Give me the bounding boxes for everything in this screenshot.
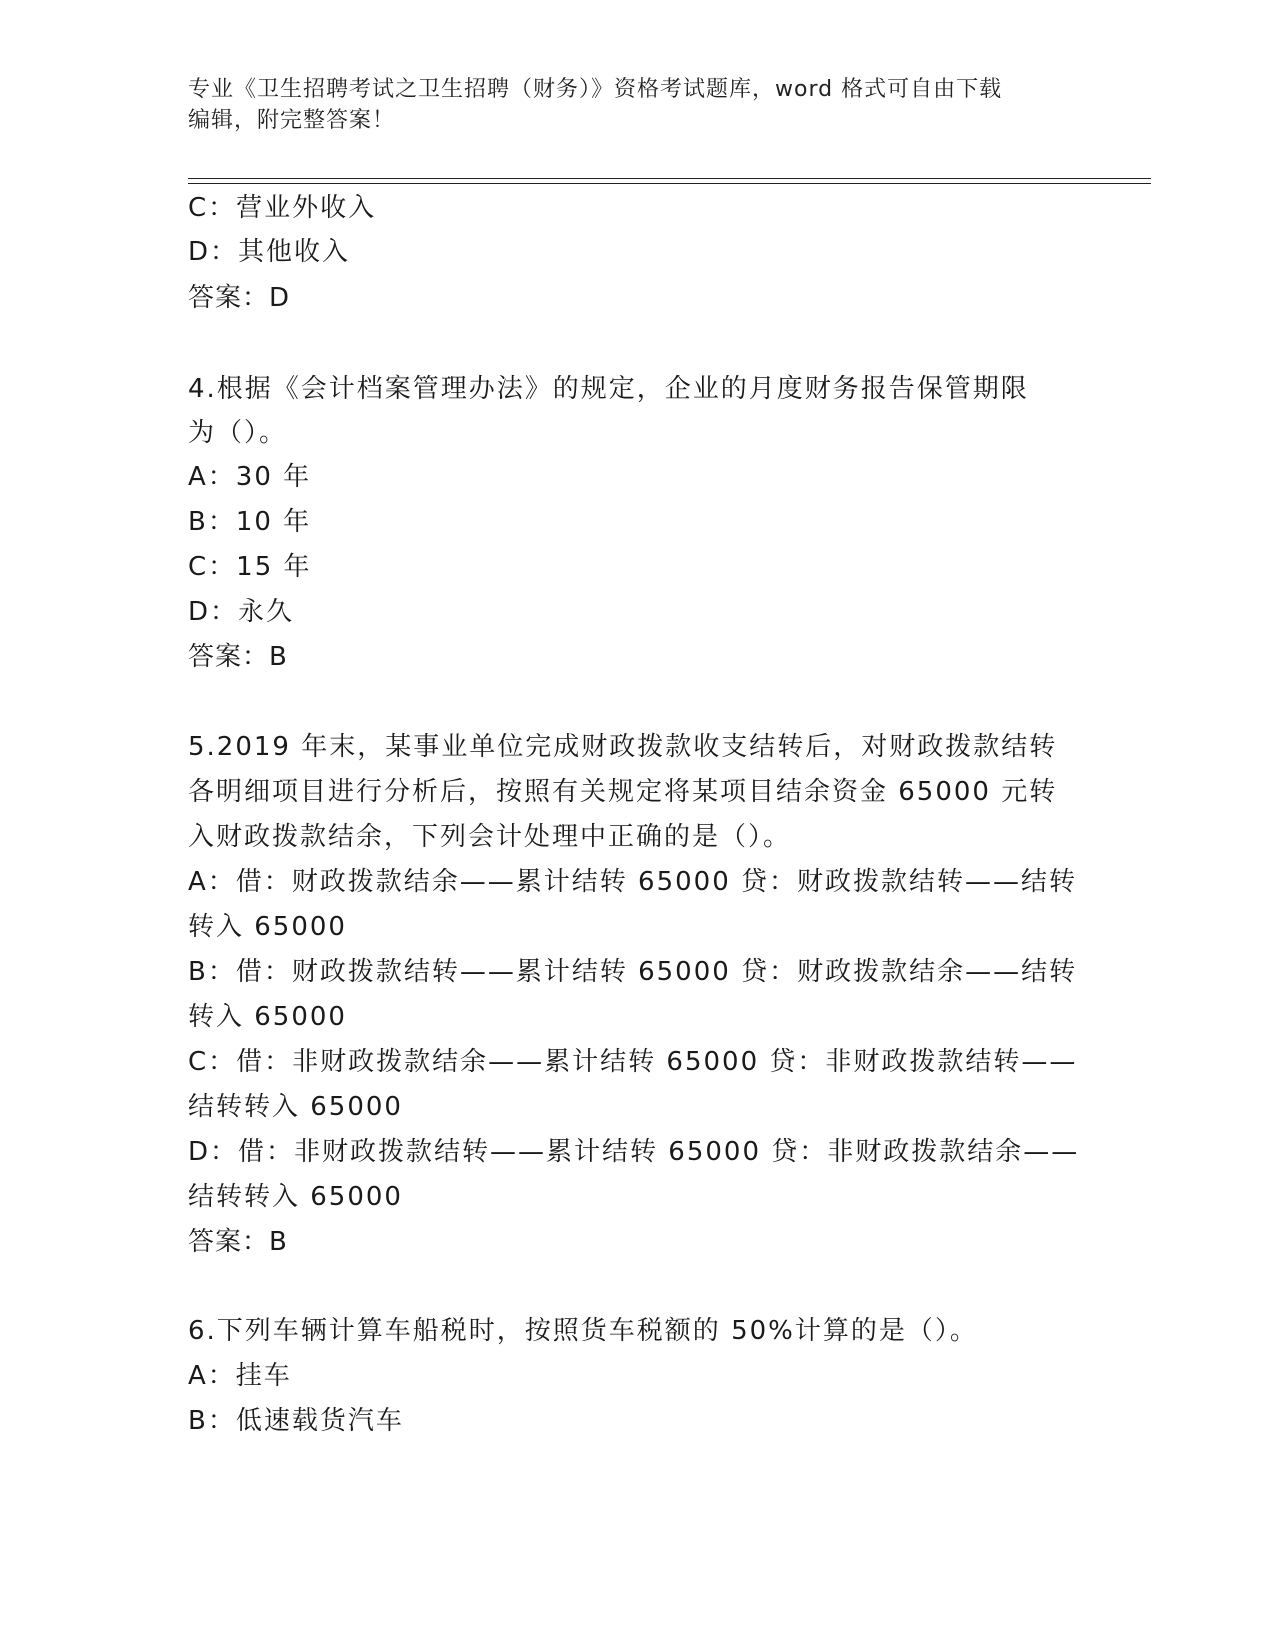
q4-option-d: D：永久 [188,597,295,627]
q5-option-d-line-2: 结转转入 65000 [188,1182,403,1212]
q5-stem-line-1: 5.2019 年末，某事业单位完成财政拨款收支结转后，对财政拨款结转 [188,732,1058,762]
q5-option-c-line-2: 结转转入 65000 [188,1092,403,1122]
q5-option-c-line-1: C：借：非财政拨款结余——累计结转 65000 贷：非财政拨款结转—— [188,1047,1078,1077]
header-divider-bottom [188,183,1151,184]
q6-option-a: A：挂车 [188,1361,292,1391]
q4-stem-line-1: 4.根据《会计档案管理办法》的规定，企业的月度财务报告保管期限 [188,374,1029,404]
q5-option-d-line-1: D：借：非财政拨款结转——累计结转 65000 贷：非财政拨款结余—— [188,1137,1080,1167]
q5-stem-line-3: 入财政拨款结余，下列会计处理中正确的是（）。 [188,822,792,852]
q5-option-a-line-1: A：借：财政拨款结余——累计结转 65000 贷：财政拨款结转——结转 [188,867,1078,897]
q4-stem-line-2: 为（）。 [188,418,288,448]
q6-option-b: B：低速载货汽车 [188,1406,404,1436]
q4-answer: 答案：B [188,642,288,672]
q4-option-b: B：10 年 [188,507,312,537]
q3-option-d: D：其他收入 [188,237,351,267]
q5-option-a-line-2: 转入 65000 [188,912,347,942]
header-line-1: 专业《卫生招聘考试之卫生招聘（财务）》资格考试题库，word 格式可自由下载 [188,77,1003,102]
q5-answer: 答案：B [188,1227,288,1257]
q4-option-a: A：30 年 [188,462,312,492]
q5-stem-line-2: 各明细项目进行分析后，按照有关规定将某项目结余资金 65000 元转 [188,777,1058,807]
q5-option-b-line-1: B：借：财政拨款结转——累计结转 65000 贷：财政拨款结余——结转 [188,957,1078,987]
q6-stem-line-1: 6.下列车辆计算车船税时，按照货车税额的 50%计算的是（）。 [188,1316,978,1346]
document-header [188,74,1088,136]
q4-option-c: C：15 年 [188,552,312,582]
q5-option-b-line-2: 转入 65000 [188,1002,347,1032]
q3-option-c: C：营业外收入 [188,193,377,223]
q3-answer: 答案：D [188,283,291,313]
header-divider-top [188,178,1151,179]
header-line-2: 编辑，附完整答案！ [188,108,396,133]
